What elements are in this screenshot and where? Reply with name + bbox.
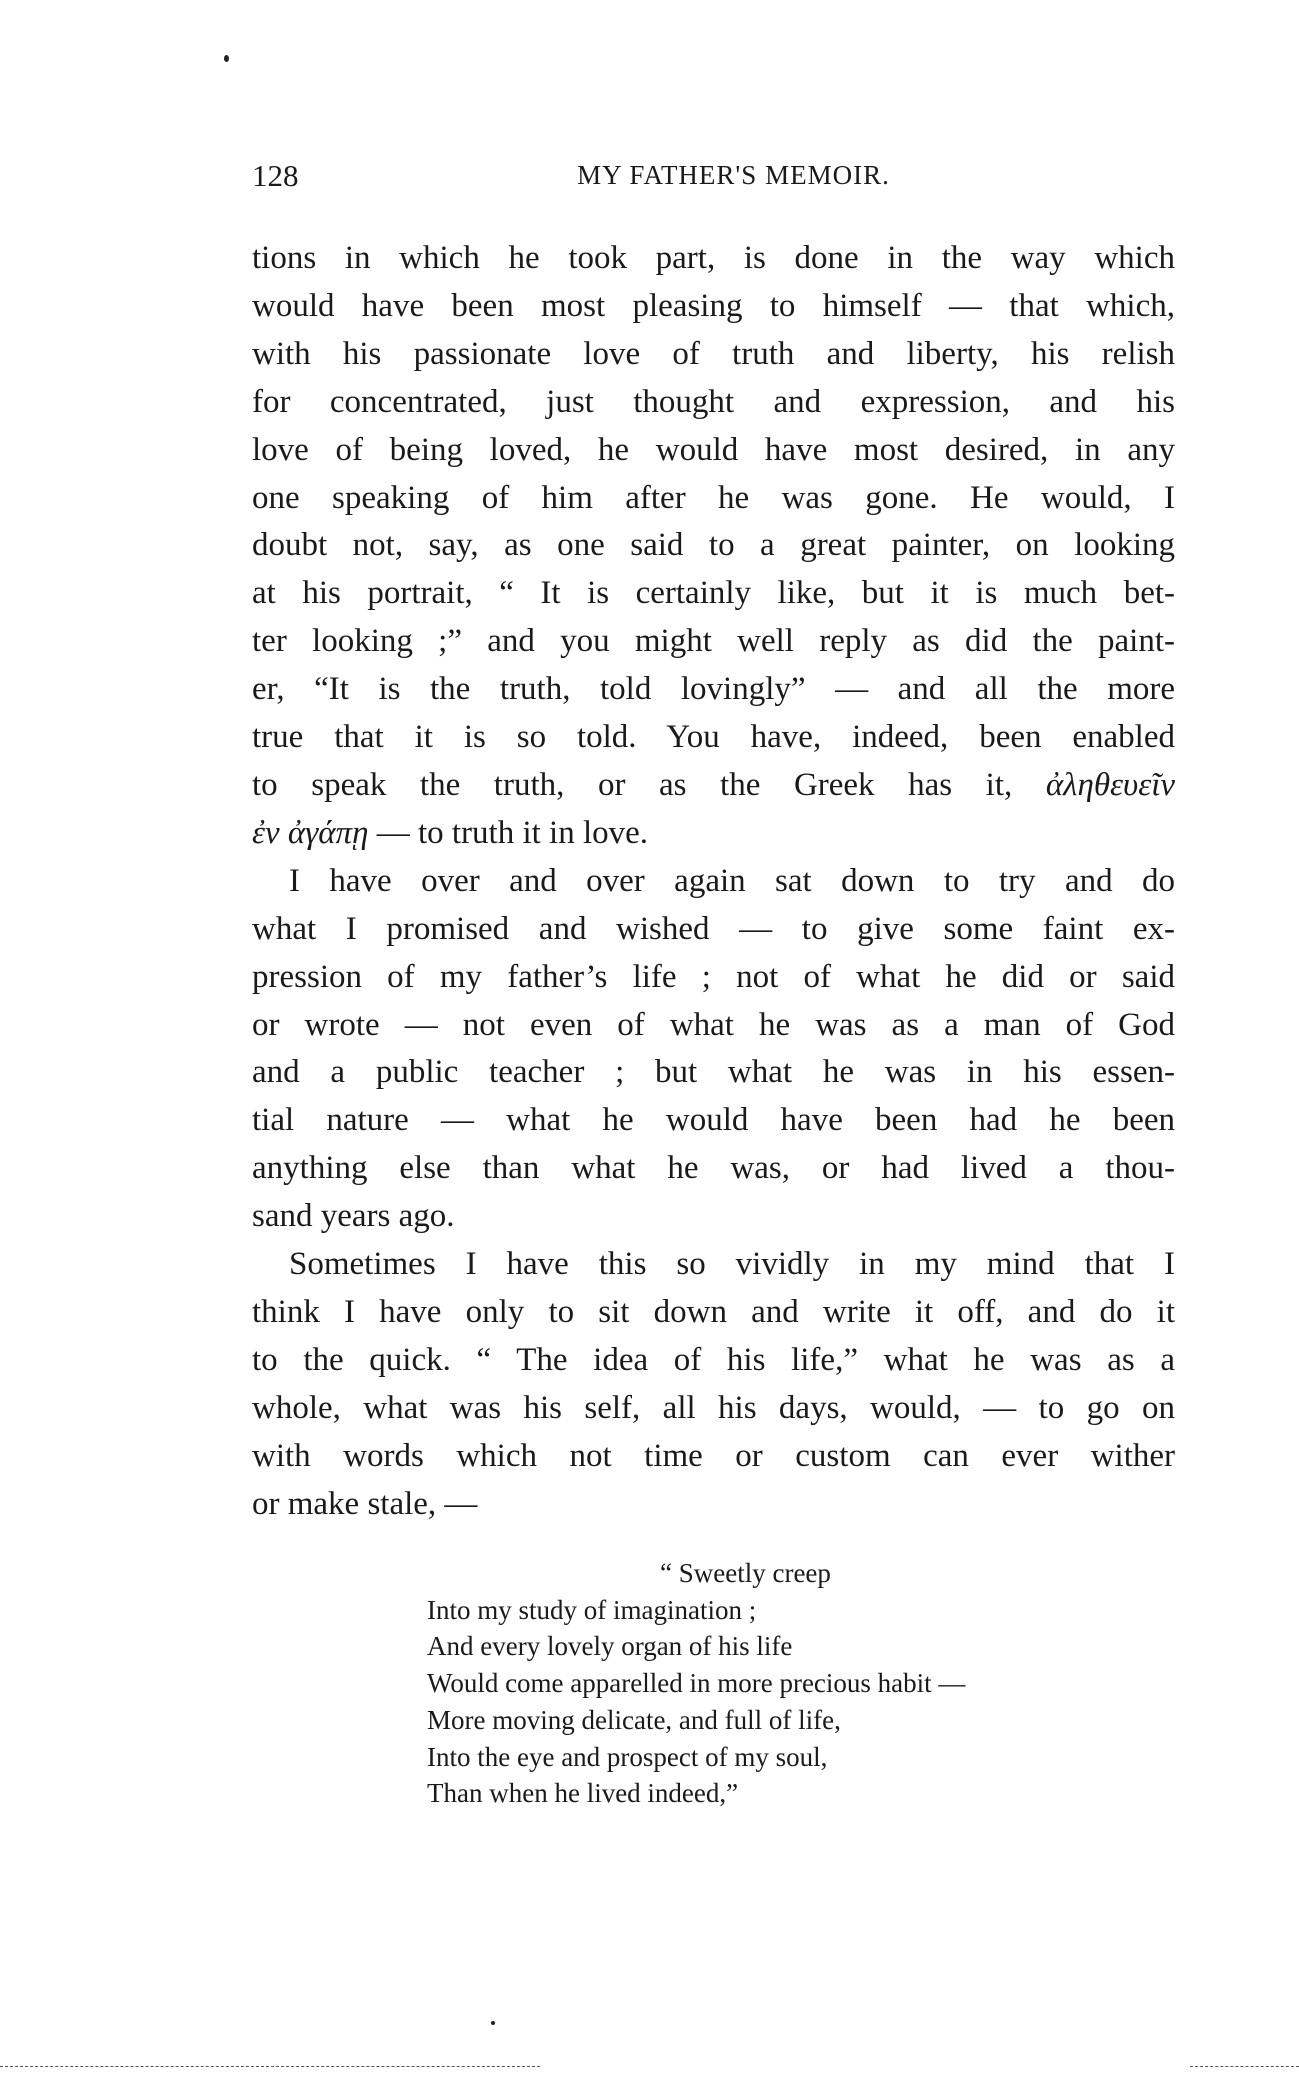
text-line: for concentrated, just thought and expression, and his [252, 383, 1175, 420]
scan-speck [491, 2021, 495, 2025]
text-line: whole, what was his self, all his days, would, — to go on [252, 1389, 1175, 1426]
paragraph [252, 1241, 1175, 1528]
paragraph [252, 235, 1175, 858]
text-line: I have over and over again sat down to try and do [289, 862, 1175, 899]
text-span: — to truth it in love. [368, 814, 649, 851]
running-header [252, 158, 1175, 202]
text-span: to speak the truth, or as the Greek has it, [252, 766, 1013, 803]
text-line: anything else than what he was, or had lived a thou- [252, 1150, 1175, 1187]
text-line: to the quick. “ The idea of his life,” what he was as a [252, 1341, 1175, 1378]
text-line: true that it is so told. You have, indeed, been enabled [252, 719, 1175, 756]
poem-line: Into my study of imagination ; [427, 1594, 757, 1625]
text-line [252, 810, 1175, 858]
text-line: with his passionate love of truth and liberty, his relish [252, 335, 1175, 372]
greek-phrase: ἐν ἀγάπῃ [252, 814, 369, 851]
text-line: tions in which he took part, is done in the way which [252, 240, 1175, 276]
text-line: with words which not time or custom can ever wither [252, 1437, 1175, 1474]
text-line: would have been most pleasing to himself — that which, [252, 287, 1175, 324]
poem-quotation [427, 1555, 965, 1812]
text-line: Sometimes I have this so vividly in my mind that I [289, 1246, 1175, 1283]
paragraph [252, 858, 1175, 1241]
text-line: or make stale, — [252, 1485, 478, 1522]
poem-line: Than when he lived indeed,” [427, 1778, 739, 1809]
scan-speck [224, 55, 229, 62]
poem-line: More moving delicate, and full of life, [427, 1704, 841, 1735]
text-line: pression of my father’s life ; not of what he did or said [252, 958, 1175, 995]
greek-word: ἀληθευεῖν [1045, 766, 1176, 803]
body-text [252, 235, 1175, 1528]
text-line: love of being loved, he would have most desired, in any [252, 431, 1175, 468]
text-line: sand years ago. [252, 1198, 455, 1235]
poem-line: Into the eye and prospect of my soul, [427, 1741, 828, 1772]
text-line: and a public teacher ; but what he was in his essen- [252, 1054, 1175, 1091]
text-line: ter looking ;” and you might well reply as did the paint- [252, 623, 1175, 660]
text-line: think I have only to sit down and write it off, and do it [252, 1293, 1175, 1330]
scan-edge-mark [1190, 2066, 1299, 2068]
text-line: er, “It is the truth, told lovingly” — and all the more [252, 671, 1175, 708]
text-line [252, 762, 1175, 810]
poem-line: And every lovely organ of his life [427, 1631, 793, 1662]
text-line: at his portrait, “ It is certainly like, but it is much bet- [252, 575, 1175, 612]
running-title: MY FATHER'S MEMOIR. [577, 160, 890, 190]
text-line: or wrote — not even of what he was as a man of God [252, 1006, 1175, 1043]
page-number: 128 [252, 158, 299, 193]
poem-line: Would come apparelled in more precious habit — [427, 1668, 966, 1699]
poem-line: “ Sweetly creep [660, 1558, 831, 1588]
text-line: what I promised and wished — to give some faint ex- [252, 910, 1175, 947]
scan-edge-mark [0, 2066, 540, 2068]
text-line: tial nature — what he would have been had he been [252, 1102, 1175, 1139]
text-line: doubt not, say, as one said to a great painter, on looking [252, 527, 1175, 564]
text-line: one speaking of him after he was gone. He would, I [252, 479, 1175, 516]
